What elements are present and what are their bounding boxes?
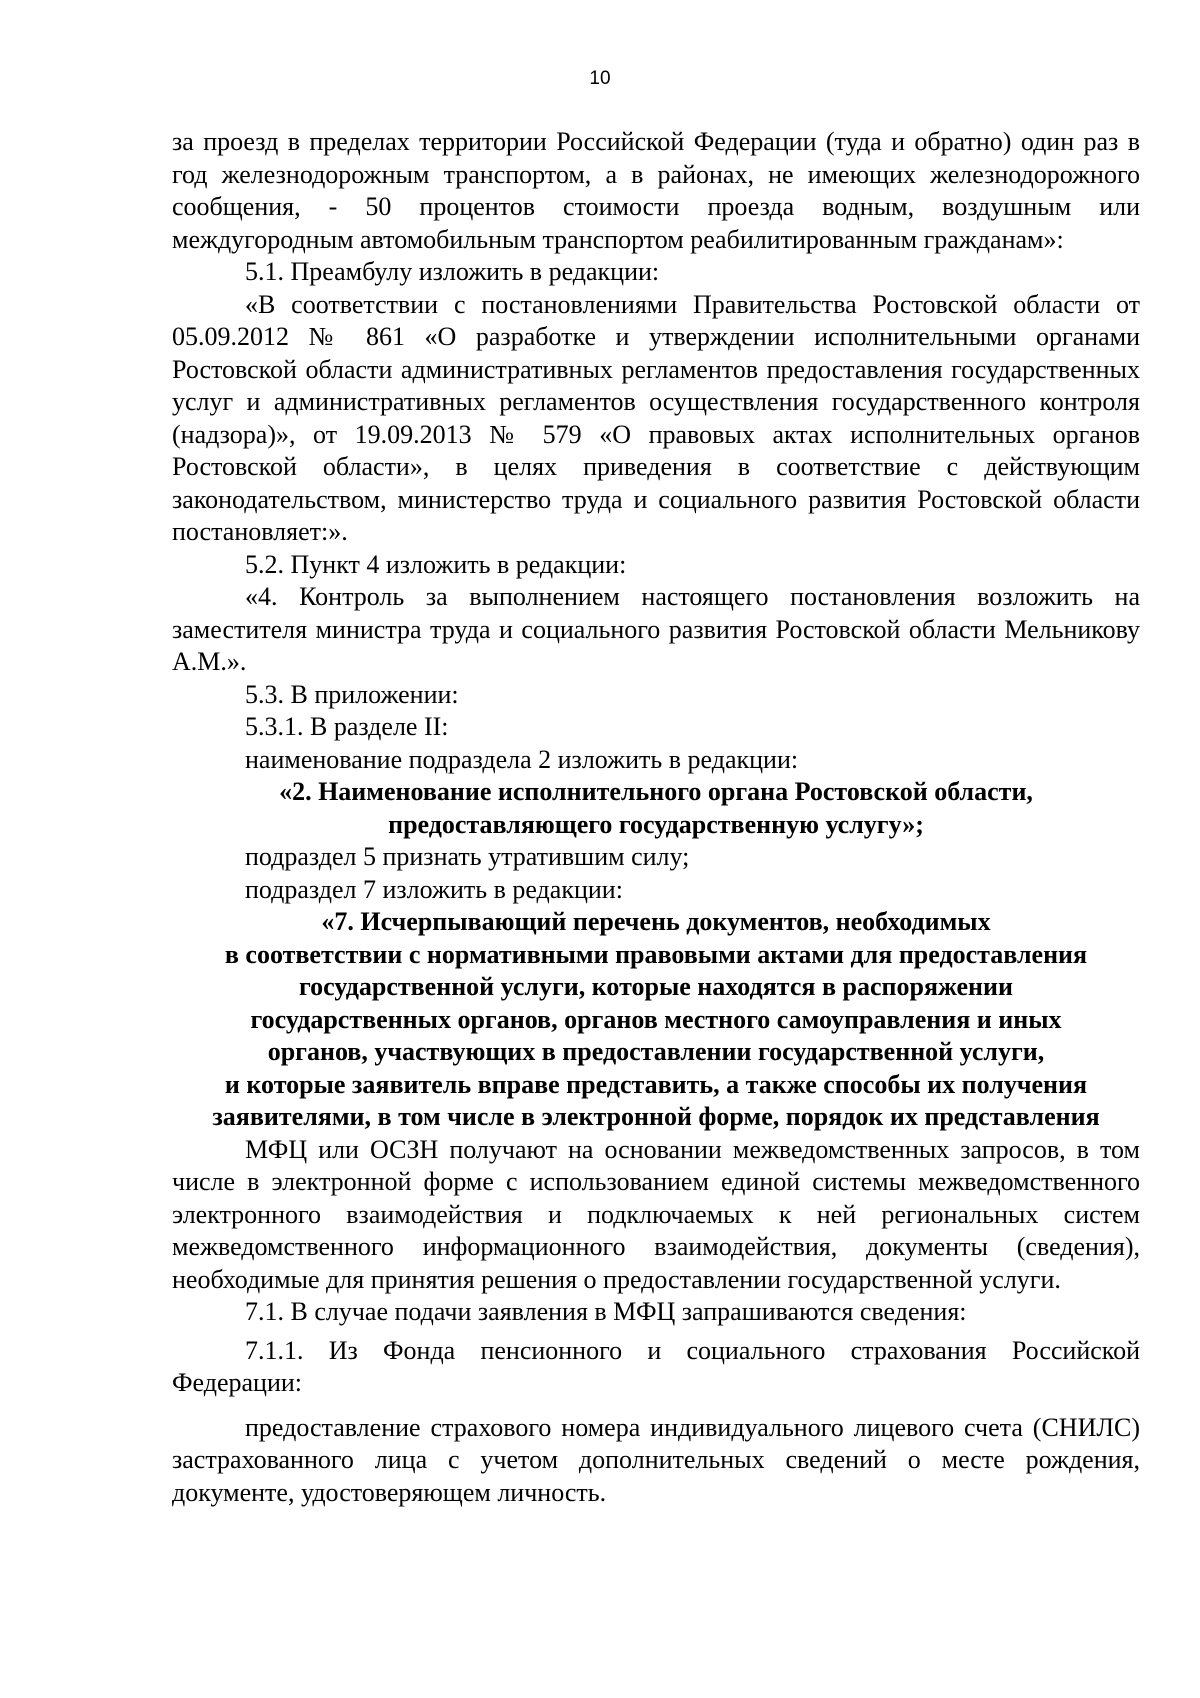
heading-line: государственной услуги, которые находятся в распоряжении — [299, 972, 1013, 1001]
heading-subsection-7 — [172, 906, 1140, 1134]
heading-line: и которые заявитель вправе представить, а также способы их получения — [224, 1069, 1088, 1099]
paragraph-point-4-text: «4. Контроль за выполнением настоящего постановления возложить на заместителя министра труда и социального развития Ростовской области Мельникову А.М.». — [172, 582, 1140, 676]
paragraph-5-2: 5.2. Пункт 4 изложить в редакции: — [245, 549, 627, 579]
paragraph-7-1: 7.1. В случае подачи заявления в МФЦ запрашиваются сведения: — [245, 1297, 967, 1326]
heading-line: предоставляющего государственную услугу»; — [388, 809, 924, 839]
paragraph-subsection-7: подраздел 7 изложить в редакции: — [245, 874, 623, 904]
heading-line: заявителями, в том числе в электронной форме, порядок их представления — [212, 1102, 1100, 1131]
paragraph-snils: предоставление страхового номера индивидуального лицевого счета (СНИЛС) застрахованного лица с учетом дополнительных сведений о месте рождения, документе, удостоверяющем личность. — [172, 1412, 1140, 1507]
document-body — [172, 126, 1140, 1509]
paragraph-intro: за проезд в пределах территории Российской Федерации (туда и обратно) один раз в год железнодорожным транспортом, а в районах, не имеющих железнодорожного сообщения, - 50 процентов стоимости проезда водным, воздушным или междугородным автомобильным транспортом реабилитированным гражданам»: — [172, 127, 1140, 254]
paragraph-5-3-1: 5.3.1. В разделе II: — [245, 712, 449, 741]
page-number: 10 — [589, 68, 611, 89]
heading-line: в соответствии с нормативными правовыми актами для предоставления — [224, 939, 1088, 969]
paragraph-7-1-1: 7.1.1. Из Фонда пенсионного и социального страхования Российской Федерации: — [172, 1335, 1140, 1397]
paragraph-mfc: МФЦ или ОСЗН получают на основании межведомственных запросов, в том числе в электронной форме с использованием единой системы межведомственного электронного взаимодействия и подключаемых к ней региональных систем межведомственного информационного взаимодействия, документы (сведения), необходимые для принятия решения о предоставлении государственной услуги. — [172, 1134, 1140, 1294]
heading-subsection-2 — [172, 776, 1140, 841]
heading-line: «7. Исчерпывающий перечень документов, необходимых — [321, 907, 991, 936]
paragraph-5-3: 5.3. В приложении: — [245, 679, 459, 709]
heading-line: государственных органов, органов местного самоуправления и иных — [250, 1004, 1062, 1034]
paragraph-5-1: 5.1. Преамбулу изложить в редакции: — [245, 257, 660, 286]
paragraph-subsection-5: подраздел 5 признать утратившим силу; — [245, 842, 690, 871]
paragraph-preamble-text: «В соответствии с постановлениями Правительства Ростовской области от 05.09.2012 № 861 «О разработке и утверждении исполнительными органами Ростовской области административных регламентов предоставления государственных услуг и административных регламентов осуществления государственного контроля (надзора)», от 19.09.2013 № 579 «О правовых актах исполнительных органов Ростовской области», в целях приведения в соответствие с действующим законодательством, министерство труда и социального развития Ростовской области постановляет:». — [172, 289, 1140, 546]
paragraph-subsection-2-intro: наименование подраздела 2 изложить в редакции: — [245, 744, 799, 774]
heading-line: «2. Наименование исполнительного органа Ростовской области, — [279, 777, 1033, 806]
heading-line: органов, участвующих в предоставлении государственной услуги, — [267, 1037, 1045, 1066]
